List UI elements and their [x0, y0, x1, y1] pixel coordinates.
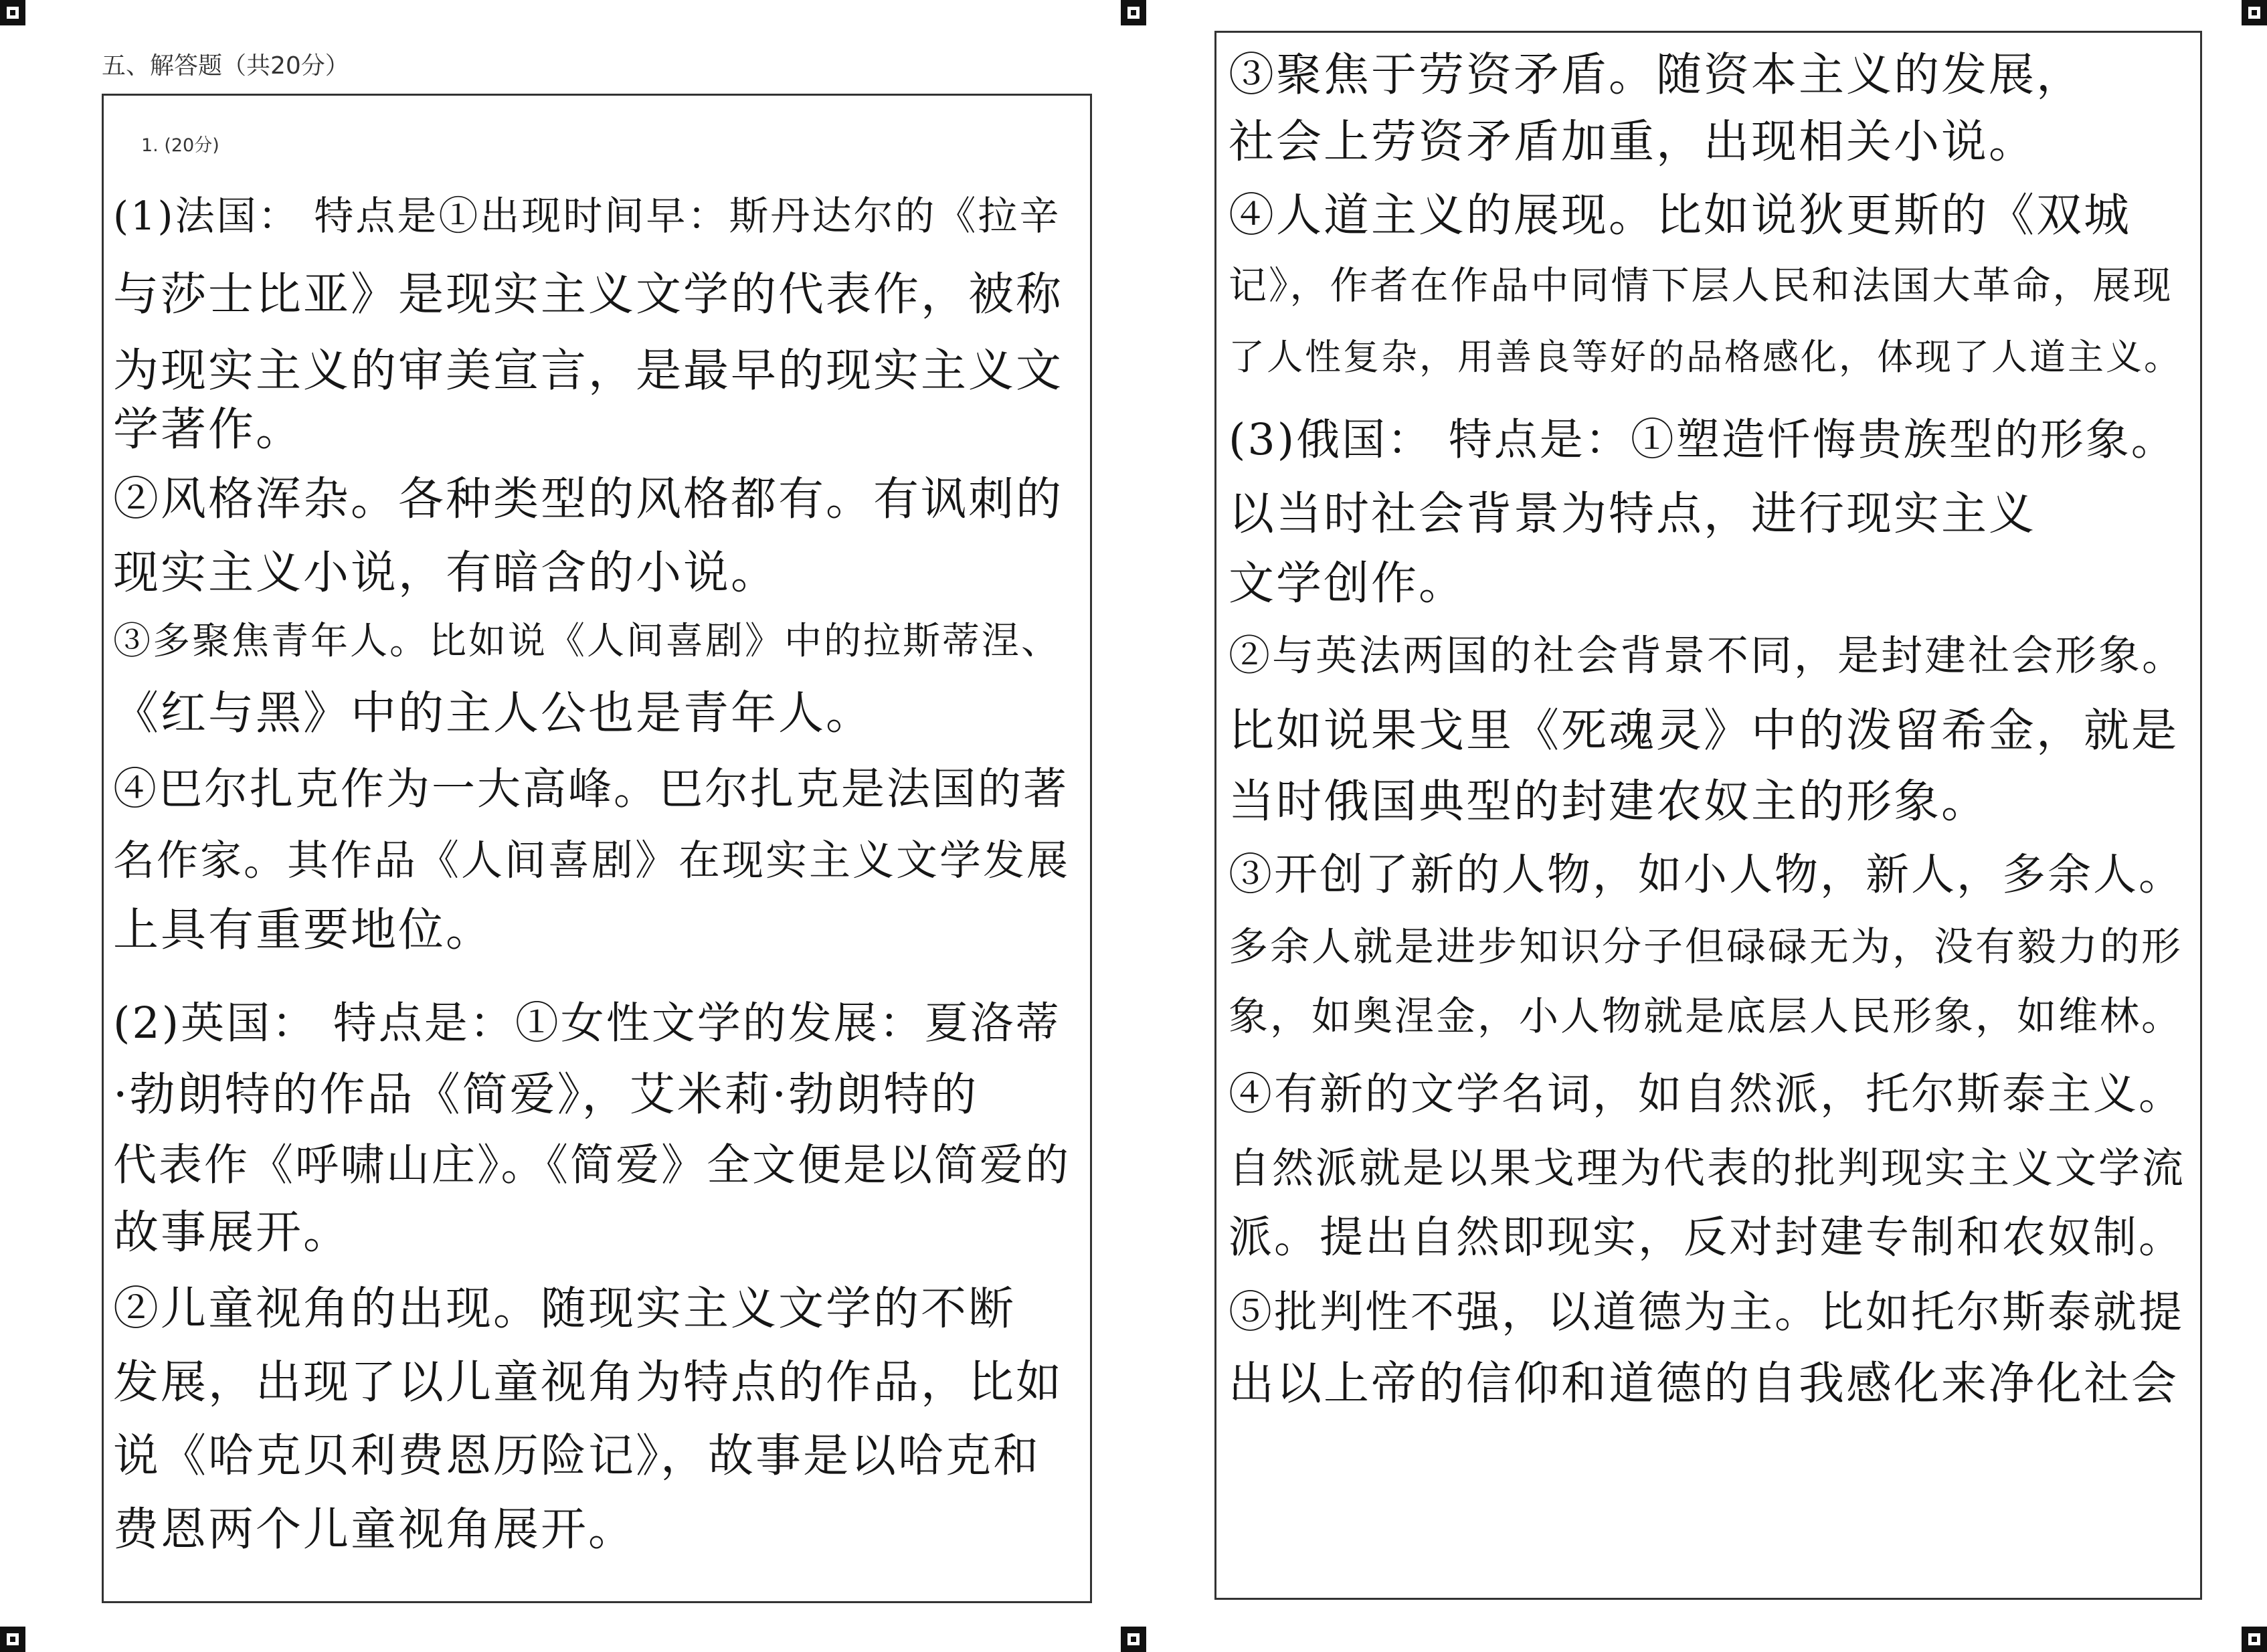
- answer-line: ②与英法两国的社会背景不同，是封建社会形象。: [1229, 631, 2186, 680]
- answer-line: ·勃朗特的作品《简爱》，艾米莉·勃朗特的: [113, 1069, 979, 1121]
- answer-line: 名作家。其作品《人间喜剧》在现实主义文学发展: [113, 836, 1071, 885]
- answer-line: 记》，作者在作品中同情下层人民和法国大革命，展现: [1229, 264, 2173, 308]
- answer-line: 派。提出自然即现实，反对封建专制和农奴制。: [1229, 1212, 2185, 1263]
- answer-line: 象，如奥涅金，小人物就是底层人民形象，如维林。: [1229, 993, 2183, 1039]
- answer-line: ②儿童视角的出现。随现实主义文学的不断: [113, 1283, 1016, 1336]
- answer-line: ②风格浑杂。各种类型的风格都有。有讽刺的: [113, 473, 1064, 526]
- answer-line: 费恩两个儿童视角展开。: [113, 1503, 636, 1556]
- answer-line: 发展，出现了以儿童视角为特点的作品，比如: [113, 1356, 1064, 1409]
- answer-line: ④巴尔扎克作为一大高峰。巴尔扎克是法国的著: [113, 764, 1069, 814]
- answer-line: 为现实主义的审美宣言，是最早的现实主义文: [113, 345, 1064, 397]
- answer-line: 上具有重要地位。: [113, 904, 494, 957]
- answer-line: 比如说果戈里《死魂灵》中的泼留希金，就是: [1229, 705, 2179, 757]
- answer-line: 文学创作。: [1229, 557, 1467, 610]
- answer-line: 自然派就是以果戈理为代表的批判现实主义文学流: [1229, 1143, 2186, 1192]
- answer-line: (1)法国： 特点是①出现时间早：斯丹达尔的《拉辛: [113, 193, 1061, 239]
- answer-line: 与莎士比亚》是现实主义文学的代表作，被称: [113, 268, 1064, 321]
- answer-line: ⑤批判性不强，以道德为主。比如托尔斯泰就提: [1229, 1287, 2185, 1338]
- section-title: 五、解答题（共20分）: [102, 52, 349, 80]
- answer-line: ③开创了新的人物，如小人物，新人，多余人。: [1229, 850, 2185, 900]
- answer-line: 了人性复杂，用善良等好的品格感化，体现了人道主义。: [1229, 336, 2182, 378]
- answer-line: 社会上劳资矛盾加重，出现相关小说。: [1229, 116, 2037, 169]
- answer-line: 以当时社会背景为特点，进行现实主义: [1229, 488, 2037, 541]
- answer-line: ③多聚焦青年人。比如说《人间喜剧》中的拉斯蒂涅、: [113, 620, 1061, 663]
- answer-line: (3)俄国： 特点是：①塑造忏悔贵族型的形象。: [1229, 415, 2177, 465]
- answer-line: 当时俄国典型的封建农奴主的形象。: [1229, 775, 1989, 828]
- question-label: 1. (20分): [141, 135, 219, 156]
- answer-box-right: [1214, 31, 2202, 1600]
- answer-line: 多余人就是进步知识分子但碌碌无为，没有毅力的形: [1229, 923, 2183, 970]
- registration-mark-top-center: [1121, 0, 1146, 25]
- registration-mark-top-left: [0, 0, 25, 25]
- answer-line: 故事展开。: [113, 1206, 351, 1259]
- answer-line: 《红与黑》中的主人公也是青年人。: [113, 687, 874, 740]
- answer-line: ③聚焦于劳资矛盾。随资本主义的发展，: [1229, 49, 2084, 102]
- answer-line: ④有新的文学名词，如自然派，托尔斯泰主义。: [1229, 1069, 2185, 1119]
- registration-mark-bottom-right: [2242, 1627, 2267, 1652]
- registration-mark-bottom-left: [0, 1627, 25, 1652]
- answer-line: 说《哈克贝利费恩历险记》，故事是以哈克和: [113, 1430, 1041, 1483]
- answer-line: ④人道主义的展现。比如说狄更斯的《双城: [1229, 189, 2132, 242]
- answer-line: 学著作。: [113, 403, 304, 456]
- registration-mark-top-right: [2242, 0, 2267, 25]
- registration-mark-bottom-center: [1121, 1627, 1146, 1652]
- answer-line: 代表作《呼啸山庄》。《简爱》全文便是以简爱的: [113, 1140, 1071, 1190]
- answer-line: (2)英国： 特点是：①女性文学的发展：夏洛蒂: [113, 998, 1061, 1048]
- answer-box-left: [102, 94, 1092, 1603]
- answer-line: 出以上帝的信仰和道德的自我感化来净化社会: [1229, 1358, 2179, 1410]
- answer-line: 现实主义小说，有暗含的小说。: [113, 547, 779, 600]
